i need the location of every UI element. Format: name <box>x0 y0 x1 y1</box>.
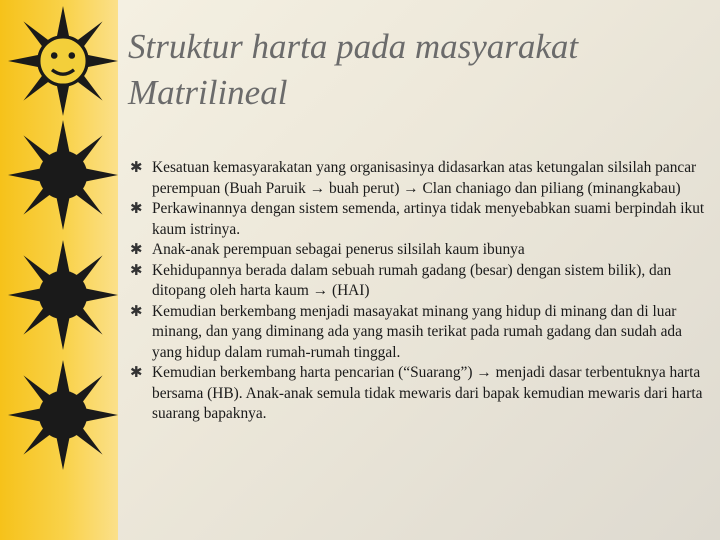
sun-icon <box>8 360 118 470</box>
bullet-item <box>130 302 712 364</box>
bullet-item <box>130 240 712 261</box>
asterisk-bullet-icon: ✱ <box>130 160 143 176</box>
slide-title <box>128 24 688 116</box>
bullet-item <box>130 363 712 425</box>
bullet-item <box>130 261 712 302</box>
asterisk-bullet-icon: ✱ <box>130 201 143 217</box>
bullet-text: Anak-anak perempuan sebagai penerus silsilah kaum ibunya <box>152 241 525 258</box>
sun-icon <box>8 240 118 350</box>
asterisk-bullet-icon: ✱ <box>130 303 143 320</box>
sun-face-icon <box>8 6 118 116</box>
bullet-list <box>130 158 712 425</box>
bullet-item <box>130 199 712 240</box>
sun-icon <box>8 120 118 230</box>
asterisk-bullet-icon: ✱ <box>130 242 143 258</box>
slide-title-line-2: Matrilineal <box>128 73 288 112</box>
bullet-item <box>130 158 712 199</box>
asterisk-bullet-icon: ✱ <box>130 262 143 279</box>
bullet-text: Kemudian berkembang harta pencarian (“Suarang”) → menjadi dasar terbentuknya harta bersama (HB). Anak-anak semula tidak mewaris dari bapak kemudian mewaris dari harta suarang bapaknya. <box>152 364 703 422</box>
asterisk-bullet-icon: ✱ <box>130 365 143 381</box>
slide-title-line-1: Struktur harta pada masyarakat <box>128 27 579 66</box>
bullet-text: Kemudian berkembang menjadi masayakat minang yang hidup di minang dan di luar minang, dan yang diminang ada yang masih terikat pada rumah gadang dan sudah ada yang hidup dalam rumah-rumah tinggal. <box>152 302 682 361</box>
bullet-text: Perkawinannya dengan sistem semenda, artinya tidak menyebabkan suami berpindah ikut kaum istrinya. <box>152 200 705 238</box>
decorative-sidebar <box>0 0 118 540</box>
bullet-text: Kehidupannya berada dalam sebuah rumah gadang (besar) dengan sistem bilik), dan ditopang oleh harta kaum → (HAI) <box>152 261 672 299</box>
bullet-text: Kesatuan kemasyarakatan yang organisasinya didasarkan atas ketungalan silsilah pancar perempuan (Buah Paruik → buah perut) → Clan chaniago dan piliang (minangkabau) <box>152 159 697 197</box>
